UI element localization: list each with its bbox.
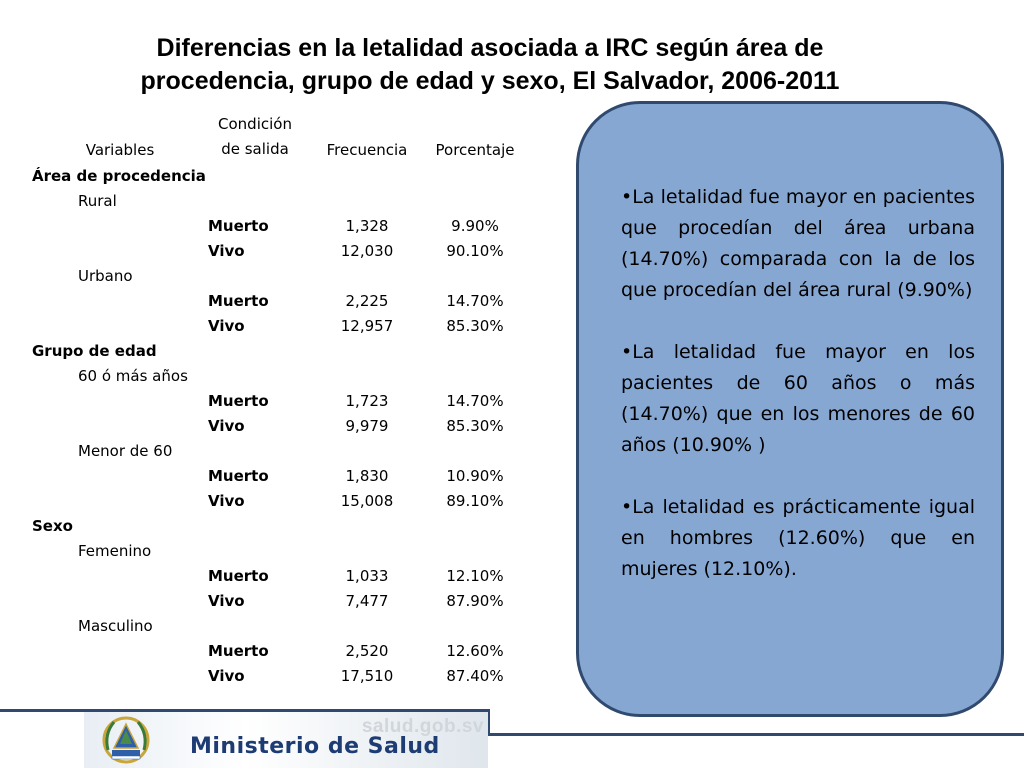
condicion-cell: Muerto	[208, 567, 269, 585]
condicion-cell: Muerto	[208, 292, 269, 310]
frecuencia-cell: 12,030	[340, 242, 394, 260]
condicion-cell: Vivo	[208, 317, 245, 335]
header-condicion	[210, 112, 300, 164]
frecuencia-cell: 1,723	[345, 392, 389, 410]
summary-bullet-urbana-rural: •La letalidad fue mayor en pacientes que procedían del área urbana (14.70%) comparada con la de los que procedían del área rural (9.90%)	[621, 186, 975, 301]
header-frecuencia: Frecuencia	[326, 141, 408, 159]
table-row	[30, 489, 540, 514]
section-label: Grupo de edad	[32, 342, 157, 360]
table-row	[30, 389, 540, 414]
subgroup-label: Urbano	[78, 267, 133, 285]
el-salvador-coat-of-arms-icon	[98, 714, 154, 766]
footer-watermark: salud.gob.sv	[361, 716, 484, 737]
table-row	[30, 639, 540, 664]
title-line-2: procedencia, grupo de edad y sexo, El Salvador, 2006-2011	[140, 67, 840, 95]
table-section-row	[30, 339, 540, 364]
header-condicion-line-1: Condición	[218, 115, 292, 133]
frecuencia-cell: 7,477	[345, 592, 389, 610]
footer-divider-right	[490, 733, 1024, 736]
condicion-cell: Vivo	[208, 492, 245, 510]
condicion-cell: Vivo	[208, 592, 245, 610]
porcentaje-cell: 14.70%	[446, 292, 504, 310]
table-subgroup-row	[30, 439, 540, 464]
table-subgroup-row	[30, 189, 540, 214]
subgroup-label: Rural	[78, 192, 117, 210]
porcentaje-cell: 10.90%	[446, 467, 504, 485]
porcentaje-cell: 14.70%	[446, 392, 504, 410]
frecuencia-cell: 1,033	[345, 567, 389, 585]
table-row	[30, 464, 540, 489]
condicion-cell: Muerto	[208, 217, 269, 235]
header-porcentaje: Porcentaje	[435, 141, 515, 159]
summary-bullet-edad: •La letalidad fue mayor en los pacientes de 60 años o más (14.70%) que en los menores de 60 años (10.90% )	[621, 341, 975, 456]
frecuencia-cell: 17,510	[340, 667, 394, 685]
table-subgroup-row	[30, 539, 540, 564]
table-row	[30, 414, 540, 439]
subgroup-label: 60 ó más años	[78, 367, 188, 385]
table-row	[30, 589, 540, 614]
subgroup-label: Menor de 60	[78, 442, 173, 460]
porcentaje-cell: 9.90%	[451, 217, 499, 235]
frecuencia-cell: 1,328	[345, 217, 389, 235]
table-subgroup-row	[30, 364, 540, 389]
porcentaje-cell: 89.10%	[446, 492, 504, 510]
porcentaje-cell: 85.30%	[446, 417, 504, 435]
frecuencia-cell: 12,957	[340, 317, 394, 335]
subgroup-label: Femenino	[78, 542, 152, 560]
section-label: Área de procedencia	[32, 167, 206, 185]
table-row	[30, 214, 540, 239]
condicion-cell: Muerto	[208, 392, 269, 410]
summary-bullet-sexo: •La letalidad es prácticamente igual en hombres (12.60%) que en mujeres (12.10%).	[621, 496, 975, 580]
table-row	[30, 289, 540, 314]
table-row	[30, 564, 540, 589]
table-row	[30, 239, 540, 264]
frecuencia-cell: 15,008	[340, 492, 394, 510]
porcentaje-cell: 12.60%	[446, 642, 504, 660]
porcentaje-cell: 90.10%	[446, 242, 504, 260]
condicion-cell: Muerto	[208, 642, 269, 660]
title-line-1: Diferencias en la letalidad asociada a IRC según área de	[156, 34, 824, 62]
summary-panel	[576, 101, 1004, 717]
table-section-row	[30, 164, 540, 189]
table-subgroup-row	[30, 264, 540, 289]
table-row	[30, 314, 540, 339]
footer-banner	[84, 712, 488, 768]
porcentaje-cell: 85.30%	[446, 317, 504, 335]
table-section-row	[30, 514, 540, 539]
condicion-cell: Vivo	[208, 667, 245, 685]
condicion-cell: Muerto	[208, 467, 269, 485]
slide-title	[40, 32, 940, 98]
porcentaje-cell: 87.40%	[446, 667, 504, 685]
frecuencia-cell: 2,225	[345, 292, 389, 310]
footer-ministry-name: Ministerio de Salud	[190, 734, 440, 759]
table-row	[30, 664, 540, 689]
header-condicion-line-2: de salida	[221, 140, 289, 158]
section-label: Sexo	[32, 517, 73, 535]
table-subgroup-row	[30, 614, 540, 639]
porcentaje-cell: 12.10%	[446, 567, 504, 585]
porcentaje-cell: 87.90%	[446, 592, 504, 610]
frecuencia-cell: 2,520	[345, 642, 389, 660]
condicion-cell: Vivo	[208, 242, 245, 260]
condicion-cell: Vivo	[208, 417, 245, 435]
summary-text	[621, 182, 975, 616]
frecuencia-cell: 9,979	[345, 417, 389, 435]
header-variables: Variables	[85, 141, 155, 159]
subgroup-label: Masculino	[78, 617, 153, 635]
frecuencia-cell: 1,830	[345, 467, 389, 485]
